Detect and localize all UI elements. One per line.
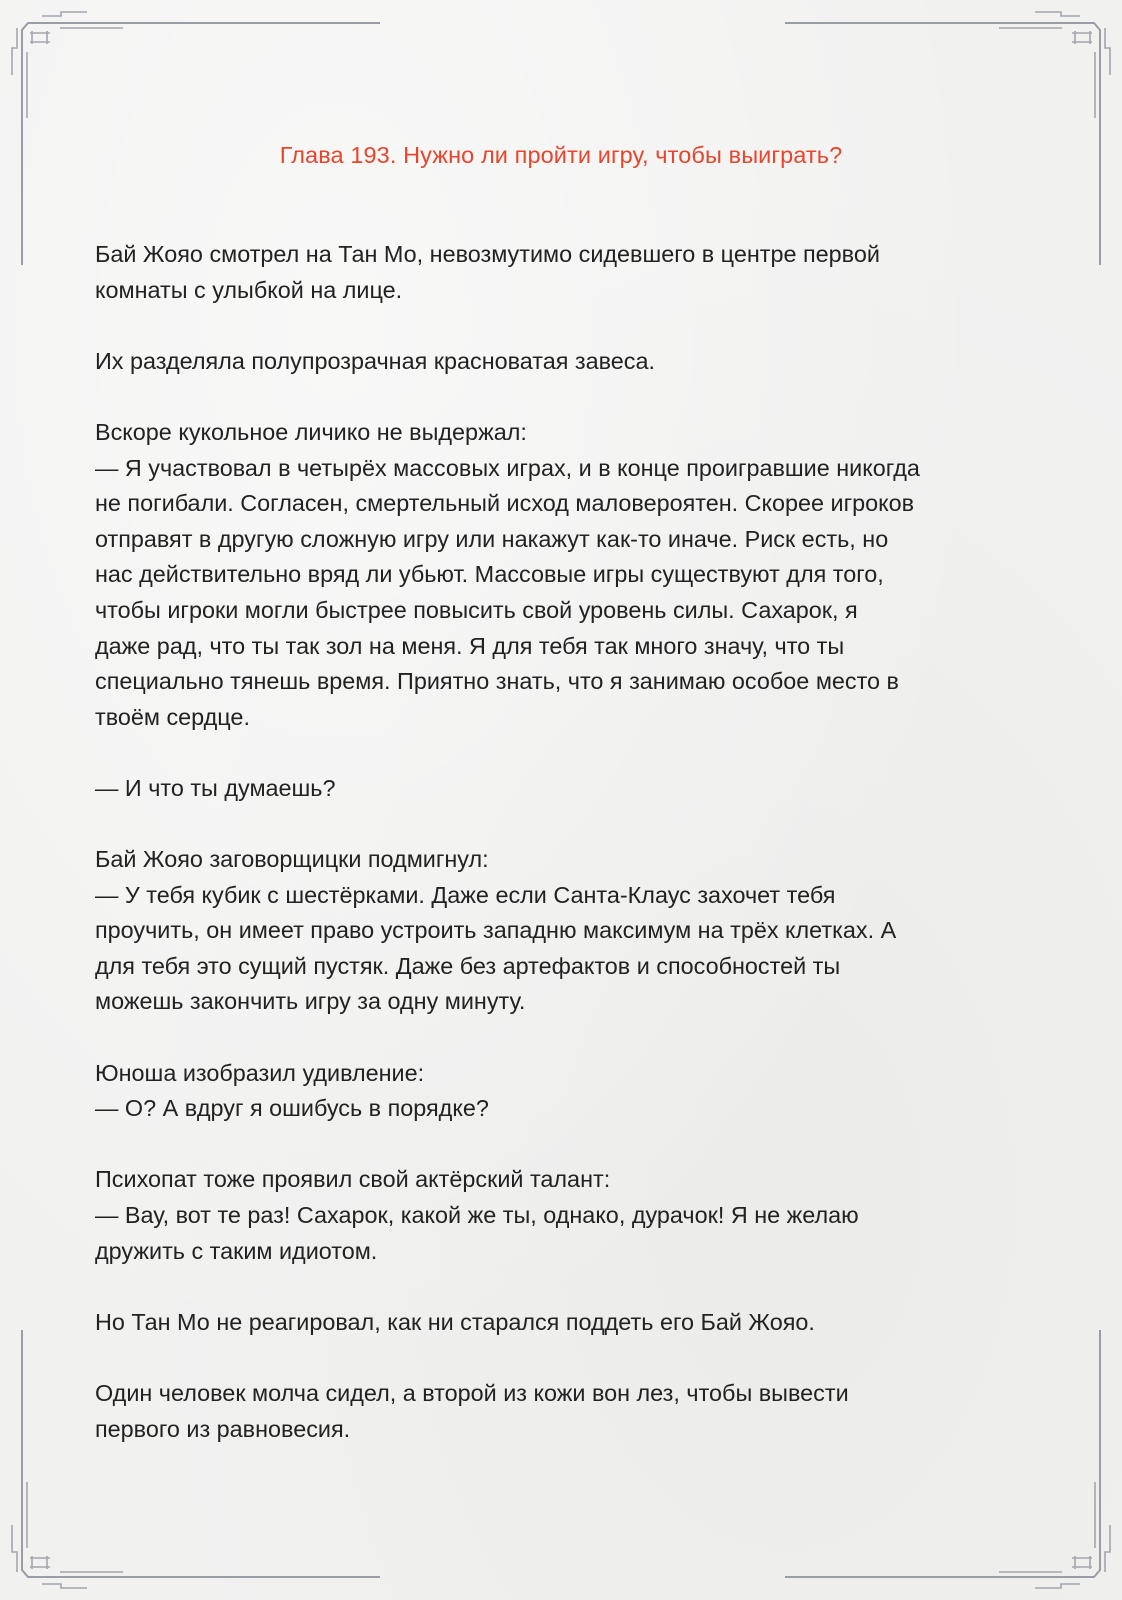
text-line: Бай Жояо заговорщицки подмигнул:	[95, 846, 489, 873]
paragraph	[95, 842, 1035, 1020]
text-line: Юноша изобразил удивление:	[95, 1059, 425, 1086]
text-line: первого из равновесия.	[95, 1415, 351, 1442]
paragraph	[95, 1162, 1035, 1269]
text-line: Вскоре кукольное личико не выдержал:	[95, 418, 527, 445]
text-line: — У тебя кубик с шестёрками. Даже если Санта-Клаус захочет тебя	[95, 881, 836, 908]
text-line: — Я участвовал в четырёх массовых играх, и в конце проигравшие никогда	[95, 454, 920, 481]
text-line: чтобы игроки могли быстрее повысить свой уровень силы. Сахарок, я	[95, 596, 858, 623]
text-line: можешь закончить игру за одну минуту.	[95, 988, 526, 1015]
text-line: проучить, он имеет право устроить западню максимум на трёх клетках. А	[95, 917, 897, 944]
paragraph	[95, 237, 1035, 308]
text-line: нас действительно вряд ли убьют. Массовые игры существуют для того,	[95, 561, 884, 588]
text-line: — О? А вдруг я ошибусь в порядке?	[95, 1095, 489, 1122]
paragraph	[95, 771, 1035, 807]
text-line: не погибали. Согласен, смертельный исход маловероятен. Скорее игроков	[95, 490, 915, 517]
text-line: твоём сердце.	[95, 703, 250, 730]
text-line: Психопат тоже проявил свой актёрский талант:	[95, 1166, 611, 1193]
text-line: Один человек молча сидел, а второй из кожи вон лез, чтобы вывести	[95, 1380, 849, 1406]
text-line: даже рад, что ты так зол на меня. Я для тебя так много значу, что ты	[95, 632, 845, 659]
paragraph	[95, 1056, 1035, 1127]
chapter-title: Глава 193. Нужно ли пройти игру, чтобы выиграть?	[279, 142, 843, 168]
text-line: дружить с таким идиотом.	[95, 1237, 378, 1264]
chapter-body	[95, 237, 1035, 1483]
paragraph	[95, 344, 1035, 380]
text-line: — Вау, вот те раз! Сахарок, какой же ты, однако, дурачок! Я не желаю	[95, 1202, 859, 1229]
text-line: Бай Жояо смотрел на Тан Мо, невозмутимо сидевшего в центре первой	[95, 241, 880, 267]
paragraph	[95, 1305, 1035, 1341]
text-line: специально тянешь время. Приятно знать, что я занимаю особое место в	[95, 668, 899, 695]
text-line: для тебя это сущий пустяк. Даже без артефактов и способностей ты	[95, 952, 841, 979]
text-line: — И что ты думаешь?	[95, 774, 336, 801]
text-line: отправят в другую сложную игру или накажут как-то иначе. Риск есть, но	[95, 525, 889, 552]
text-line: Их разделяла полупрозрачная красноватая завеса.	[95, 347, 656, 374]
paragraph	[95, 1376, 1035, 1447]
paragraph	[95, 415, 1035, 735]
text-line: Но Тан Мо не реагировал, как ни старался поддеть его Бай Жояо.	[95, 1308, 815, 1335]
text-line: комнаты с улыбкой на лице.	[95, 276, 403, 303]
